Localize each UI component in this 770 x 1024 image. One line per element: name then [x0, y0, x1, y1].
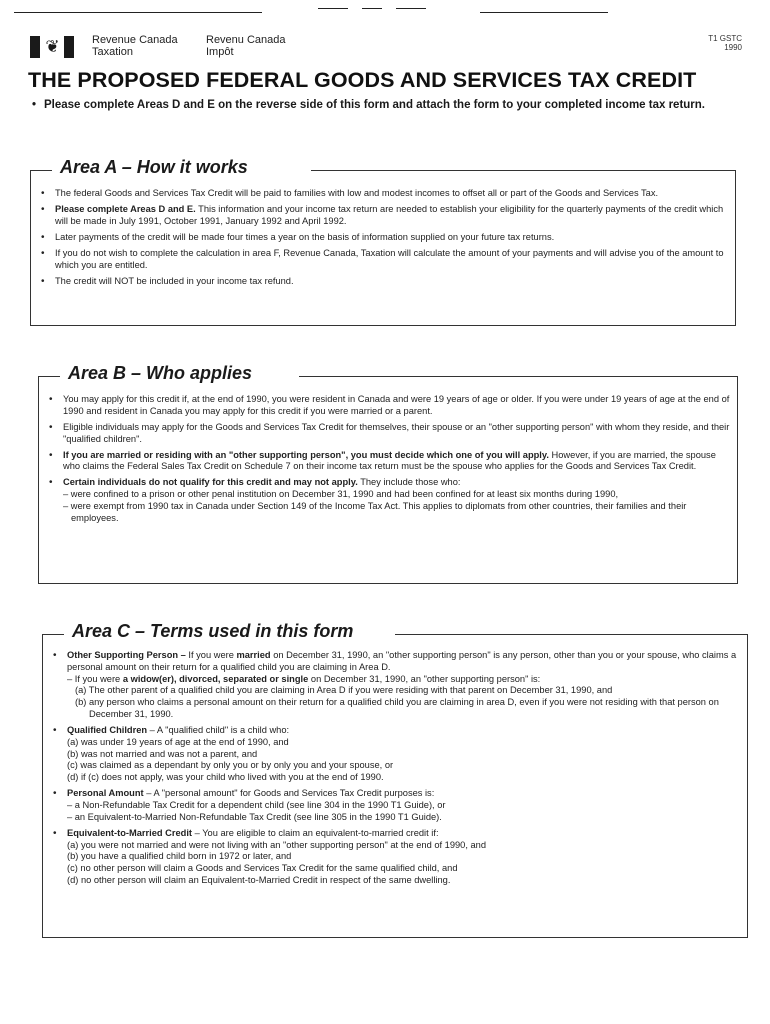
area-a-section: [30, 157, 736, 326]
sub-item: (c) was claimed as a dependant by only you or by only you and your spouse, or: [67, 760, 394, 771]
sub-item: (b) any person who claims a personal amount on their return for a qualified child you are claiming in area D, even if you were not residing with that person on December 31, 1990.: [75, 697, 719, 719]
sub-item: – If you were a widow(er), divorced, separated or single on December 31, 1990, an "other supporting person" is:: [67, 673, 541, 684]
top-rule-dash-2: [362, 8, 382, 9]
sub-item: (c) no other person will claim a Goods and Services Tax Credit for the same qualified child, and: [67, 863, 458, 874]
sub-item: (a) The other parent of a qualified child you are claiming in Area D if you were residing with that parent on December 31, 1990, and: [75, 685, 613, 696]
list-item: • Please complete Areas D and E. This information and your income tax return are needed to establish your eligibility for the quarterly payments of the credit which will be made in July 1991, October 1991, January 1992 and April 1992.: [39, 204, 731, 228]
page-title: THE PROPOSED FEDERAL GOODS AND SERVICES TAX CREDIT: [28, 68, 697, 92]
sub-item: (b) you have a qualified child born in 1972 or later, and: [67, 851, 292, 862]
area-b-title: Area B – Who applies: [63, 361, 257, 385]
area-c-title: Area C – Terms used in this form: [67, 619, 358, 643]
sub-item: (d) if (c) does not apply, was your child who lived with you at the end of 1990.: [67, 772, 384, 783]
list-item: • Equivalent-to-Married Credit – You are eligible to claim an equivalent-to-married credit if: (a) you were not married and were not living with an "other supporting person" at the end of 1990, and (b) you have a qualified child born in 1972 or later, and (c) no other person will claim a Goods and Services Tax Credit for the same qualified child, and (d) no other person will claim an Equivalent-to-Married Credit in respect of the same dwelling.: [51, 828, 743, 887]
form-code: T1 GSTC: [708, 34, 742, 43]
area-c-list: [51, 650, 743, 891]
area-b-list: [47, 394, 733, 529]
department-fr-line2: Impôt: [206, 46, 234, 58]
sub-item: (a) was under 19 years of age at the end of 1990, and: [67, 736, 289, 747]
form-header: [30, 32, 742, 66]
sub-item: – were exempt from 1990 tax in Canada under Section 149 of the Income Tax Act. This applies to diplomats from other countries, their families and their employees.: [63, 500, 687, 523]
department-en-line2: Taxation: [92, 46, 133, 58]
department-en-line1: Revenue Canada: [92, 34, 178, 46]
top-rule-dash-3: [396, 8, 426, 9]
list-item: • If you do not wish to complete the calculation in area F, Revenue Canada, Taxation will calculate the amount of your payments and will advise you of the amount to which you are entitled.: [39, 248, 731, 272]
list-item: • The federal Goods and Services Tax Credit will be paid to families with low and modest incomes to offset all or part of the Goods and Services Tax.: [39, 188, 731, 200]
list-item: • Eligible individuals may apply for the Goods and Services Tax Credit for themselves, their spouse or an "other supporting person" with whom they reside, and their "qualified children".: [47, 422, 733, 446]
department-french: [206, 34, 286, 58]
list-item: • Later payments of the credit will be made four times a year on the basis of information supplied on your future tax returns.: [39, 232, 731, 244]
sub-item: – were confined to a prison or other penal institution on December 31, 1990 and had been confined for at least six months during 1990,: [63, 489, 619, 500]
top-rule-right: [480, 12, 608, 13]
list-item: • Qualified Children – A "qualified child" is a child who: (a) was under 19 years of age at the end of 1990, and (b) was not married and was not a parent, and (c) was claimed as a dependant by only you or by only you and your spouse, or (d) if (c) does not apply, was your child who lived with you at the end of 1990.: [51, 725, 743, 784]
list-item: • Other Supporting Person – If you were married on December 31, 1990, an "other supporting person" is any person, other than you or your spouse, who claims a personal amount on their return for a qualified child you are claiming in Area D. – If you were a widow(er), divorced, separated or single on December 31, 1990, an "other supporting person" is: (a) The other parent of a qualified child you are claiming in Area D if you were residing with that parent on December 31, 1990, and (b) any person who claims a personal amount on their return for a qualified child you are claiming in area D, even if you were not residing with that person on December 31, 1990.: [51, 650, 743, 721]
department-fr-line1: Revenu Canada: [206, 34, 286, 46]
sub-item: – a Non-Refundable Tax Credit for a dependent child (see line 304 in the 1990 T1 Guide), or: [67, 799, 446, 810]
form-number: [708, 34, 742, 52]
top-rule-left: [14, 12, 262, 13]
area-c-section: [42, 621, 748, 938]
list-item: • The credit will NOT be included in your income tax refund.: [39, 276, 731, 288]
list-item: • You may apply for this credit if, at the end of 1990, you were resident in Canada and were 19 years of age or older. If you were under 19 years of age at the end of 1990 and resident in Canada you may apply for this credit if you were married or a parent.: [47, 394, 733, 418]
intro-instruction: • Please complete Areas D and E on the reverse side of this form and attach the form to your completed income tax return.: [32, 98, 734, 113]
sub-item: (b) was not married and was not a parent, and: [67, 748, 258, 759]
list-item: • Personal Amount – A "personal amount" for Goods and Services Tax Credit purposes is: – a Non-Refundable Tax Credit for a dependent child (see line 304 in the 1990 T1 Guide), or – an Equivalent-to-Married Non-Refundable Tax Credit (see line 305 in the 1990 T1 Guide).: [51, 788, 743, 823]
list-item: • Certain individuals do not qualify for this credit and may not apply. They include those who: – were confined to a prison or other penal institution on December 31, 1990 and had been confined for at least six months during 1990, – were exempt from 1990 tax in Canada under Section 149 of the Income Tax Act. This applies to diplomats from other countries, their families and their employees.: [47, 477, 733, 524]
list-item: • If you are married or residing with an "other supporting person", you must decide which one of you will apply. However, if you are married, the spouse who claims the Federal Sales Tax Credit on Schedule 7 on their income tax return must be the spouse who applies for the Goods and Services Tax Credit.: [47, 450, 733, 474]
sub-item: – an Equivalent-to-Married Non-Refundable Tax Credit (see line 305 in the 1990 T1 Guide).: [67, 811, 442, 822]
sub-item: (a) you were not married and were not living with an "other supporting person" at the end of 1990, and: [67, 839, 487, 850]
area-a-list: [39, 188, 731, 292]
area-a-title: Area A – How it works: [55, 155, 253, 179]
top-rule-dash-1: [318, 8, 348, 9]
area-b-section: [38, 363, 738, 584]
department-english: [92, 34, 178, 58]
sub-item: (d) no other person will claim an Equivalent-to-Married Credit in respect of the same dwelling.: [67, 874, 451, 885]
form-year: 1990: [724, 43, 742, 52]
canada-flag-icon: ❦: [30, 36, 75, 58]
